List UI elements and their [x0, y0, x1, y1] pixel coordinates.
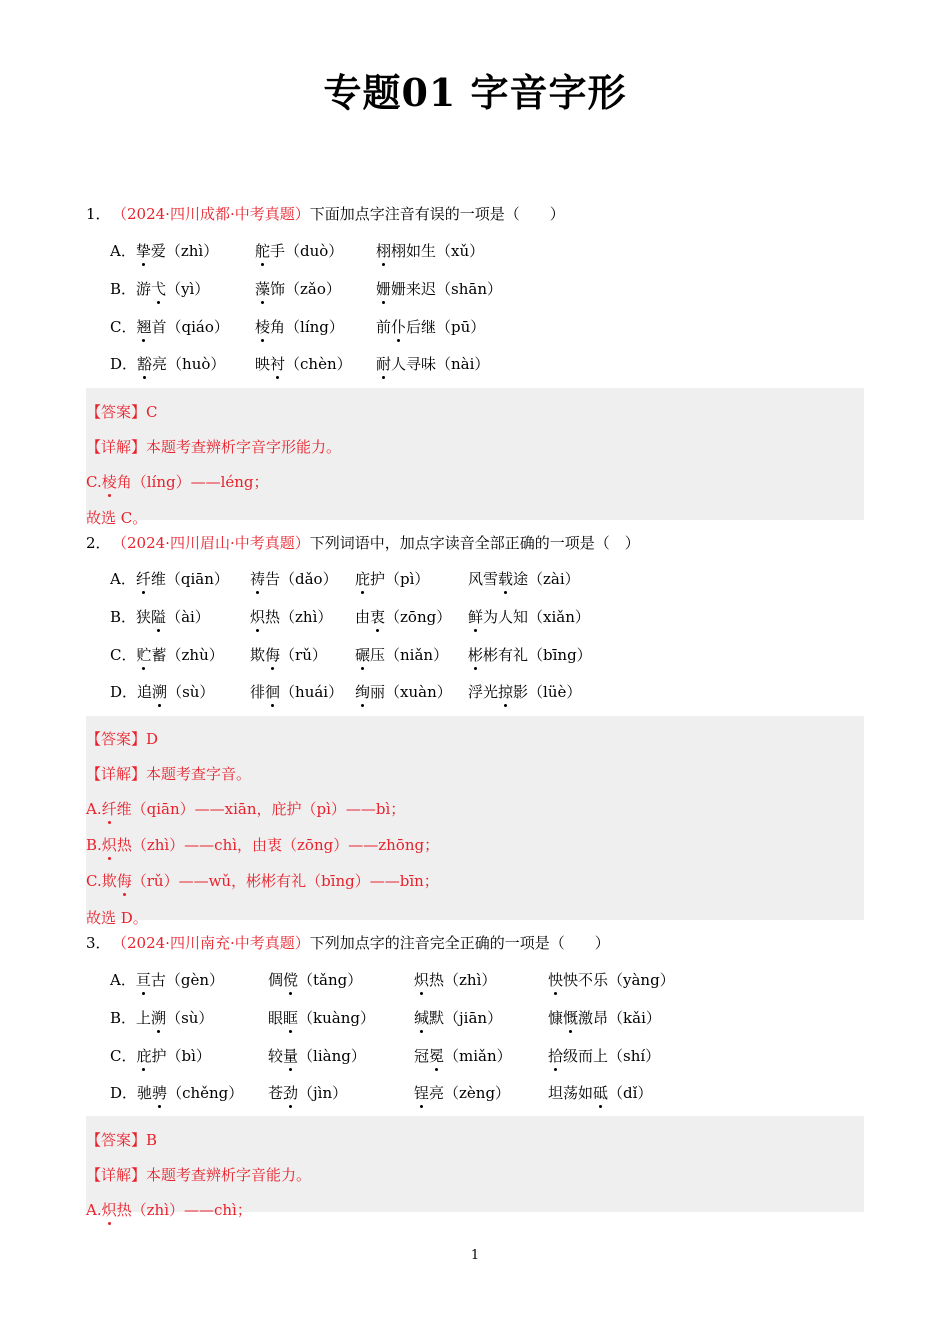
page-title: 专题01 字音字形	[323, 70, 627, 115]
option-item	[250, 645, 327, 665]
option-text: 彬有礼（bīng）	[483, 646, 592, 664]
emphasis-dot-char: 纤	[101, 800, 117, 818]
explanation-text: C.	[86, 473, 102, 491]
question-text: 下列加点字的注音完全正确的一项是（ ）	[309, 934, 610, 952]
option-item	[468, 607, 590, 627]
option-letter: C．	[110, 1047, 137, 1065]
emphasis-dot-char: 炽	[101, 836, 117, 854]
option-text: 丽（xuàn）	[370, 683, 452, 701]
emphasis-dot-char: 仆	[391, 318, 407, 336]
emphasis-dot-char: 砥	[593, 1084, 609, 1102]
answer-line	[86, 402, 864, 422]
option-item	[268, 1083, 347, 1103]
option-item	[414, 1008, 502, 1028]
option-item	[110, 682, 214, 702]
emphasis-dot-char: 藻	[255, 280, 271, 298]
option-item	[110, 279, 209, 299]
option-item	[110, 241, 218, 261]
option-text: 浮光	[468, 683, 499, 701]
option-text: 冠	[414, 1047, 430, 1065]
explanation-line	[86, 908, 864, 928]
detail-label: 【详解】	[86, 1166, 147, 1184]
option-letter: D．	[110, 355, 138, 373]
option-letter: B．	[110, 608, 137, 626]
option-text: （yì）	[166, 280, 210, 298]
option-letter: B．	[110, 280, 137, 298]
emphasis-dot-char: 锃	[414, 1084, 430, 1102]
option-text: （dǐ）	[608, 1084, 653, 1102]
emphasis-dot-char: 侮	[116, 872, 132, 890]
detail-text: 本题考查字音。	[146, 765, 252, 783]
emphasis-dot-char: 侮	[265, 646, 281, 664]
emphasis-dot-char: 炽	[101, 1201, 117, 1219]
emphasis-dot-char: 彬	[468, 646, 484, 664]
option-text: 怏不乐（yàng）	[563, 971, 675, 989]
option-text: 栩如生（xǔ）	[391, 242, 485, 260]
option-item	[376, 241, 484, 261]
emphasis-dot-char: 慨	[563, 1009, 579, 1027]
option-text: （sù）	[166, 1009, 214, 1027]
option-text: 热（zhì）	[429, 971, 497, 989]
option-text: （chěng）	[167, 1084, 244, 1102]
option-item	[268, 1008, 375, 1028]
emphasis-dot-char: 骋	[152, 1084, 168, 1102]
option-letter: A．	[110, 971, 136, 989]
option-item	[414, 1046, 512, 1066]
option-item	[376, 354, 489, 374]
question-stem	[86, 533, 864, 553]
detail-line	[86, 1165, 864, 1185]
detail-line	[86, 764, 864, 784]
explanation-line	[86, 835, 864, 855]
option-item	[548, 1083, 652, 1103]
question-source: （2024·四川眉山·中考真题）	[112, 534, 310, 552]
option-letter: D．	[110, 1084, 138, 1102]
option-text: 亮（huò）	[152, 355, 226, 373]
emphasis-dot-char: 纤	[135, 570, 151, 588]
explanation-line	[86, 799, 864, 819]
option-text: 激昂（kǎi）	[578, 1009, 661, 1027]
answer-label: 【答案】	[86, 403, 147, 421]
explanation-text: 角（líng）——léng；	[116, 473, 269, 491]
emphasis-dot-char: 翘	[136, 318, 152, 336]
option-item	[255, 241, 343, 261]
option-item	[110, 1008, 213, 1028]
page-number: 1	[470, 1248, 480, 1263]
option-text: 后继（pū）	[406, 318, 486, 336]
option-text: 维（qiān）	[150, 570, 229, 588]
option-item	[376, 279, 502, 299]
emphasis-dot-char: 鲜	[468, 608, 484, 626]
option-text: 首（qiáo）	[151, 318, 229, 336]
emphasis-dot-char: 庇	[355, 570, 371, 588]
emphasis-dot-char: 碾	[355, 646, 371, 664]
option-item	[468, 569, 580, 589]
option-text: （tǎng）	[298, 971, 363, 989]
option-item	[255, 317, 344, 337]
option-text: 亮（zèng）	[429, 1084, 511, 1102]
answer-value: D	[146, 730, 159, 748]
emphasis-dot-char: 衬	[270, 355, 286, 373]
emphasis-dot-char: 舵	[255, 242, 271, 260]
emphasis-dot-char: 载	[498, 570, 514, 588]
emphasis-dot-char: 炽	[250, 608, 266, 626]
option-text: 欺	[250, 646, 266, 664]
emphasis-dot-char: 贮	[136, 646, 152, 664]
option-text: 角（líng）	[270, 318, 344, 336]
option-item	[110, 1046, 211, 1066]
option-text: 风雪	[468, 570, 499, 588]
emphasis-dot-char: 傥	[283, 971, 299, 989]
question-text: 下面加点字注音有误的一项是（ ）	[309, 205, 565, 223]
option-text: 狭	[136, 608, 152, 626]
explanation-line	[86, 508, 864, 528]
option-item	[268, 1046, 366, 1066]
option-letter: A．	[110, 570, 136, 588]
option-text: 前	[376, 318, 392, 336]
option-letter: D．	[110, 683, 138, 701]
option-text: 级而上（shí）	[563, 1047, 661, 1065]
option-item	[355, 682, 452, 702]
option-item	[376, 317, 485, 337]
explanation-text: A.	[86, 800, 102, 818]
option-item	[110, 1083, 243, 1103]
emphasis-dot-char: 溯	[152, 683, 168, 701]
emphasis-dot-char: 亘	[135, 971, 151, 989]
answer-value: C	[146, 403, 158, 421]
option-item	[468, 682, 581, 702]
detail-text: 本题考查辨析字音能力。	[146, 1166, 312, 1184]
option-text: （kuàng）	[298, 1009, 375, 1027]
option-text: 追	[137, 683, 153, 701]
emphasis-dot-char: 耐	[376, 355, 392, 373]
explanation-text: 热（zhì）——chì，由衷（zōng）——zhōng；	[116, 836, 440, 854]
option-text: 上	[136, 1009, 152, 1027]
option-text: 姗来迟（shān）	[391, 280, 502, 298]
question-source: （2024·四川成都·中考真题）	[112, 205, 310, 223]
detail-label: 【详解】	[86, 765, 147, 783]
option-item	[250, 682, 343, 702]
detail-line	[86, 437, 864, 457]
option-item	[110, 607, 210, 627]
option-letter: A．	[110, 242, 136, 260]
option-text: 游	[136, 280, 152, 298]
explanation-text: 热（zhì）——chì；	[116, 1201, 252, 1219]
option-item	[355, 645, 448, 665]
option-text: 爱（zhì）	[150, 242, 219, 260]
option-text: 告（dǎo）	[265, 570, 338, 588]
option-item	[468, 645, 592, 665]
emphasis-dot-char: 冕	[429, 1047, 445, 1065]
option-item	[548, 1008, 661, 1028]
option-text: （huái）	[280, 683, 344, 701]
option-text: 慷	[548, 1009, 564, 1027]
explanation-text: B.	[86, 836, 102, 854]
explanation-line	[86, 871, 864, 891]
explanation-text: 故选 C。	[86, 509, 148, 527]
emphasis-dot-char: 劲	[283, 1084, 299, 1102]
option-text: 压（niǎn）	[370, 646, 449, 664]
option-item	[110, 569, 229, 589]
option-item	[548, 1046, 660, 1066]
option-text: 眼	[268, 1009, 284, 1027]
option-text: 蓄（zhù）	[151, 646, 224, 664]
emphasis-dot-char: 缄	[414, 1009, 430, 1027]
emphasis-dot-char: 绚	[355, 683, 371, 701]
option-item	[414, 1083, 510, 1103]
option-text: 坦荡如	[548, 1084, 594, 1102]
question-text: 下列词语中，加点字读音全部正确的一项是（ ）	[309, 534, 640, 552]
option-letter: B．	[110, 1009, 137, 1027]
emphasis-dot-char: 隘	[151, 608, 167, 626]
emphasis-dot-char: 姗	[376, 280, 392, 298]
option-text: 映	[255, 355, 271, 373]
explanation-text: 故选 D。	[86, 909, 148, 927]
option-item	[110, 354, 225, 374]
option-text: 默（jiān）	[429, 1009, 503, 1027]
option-item	[255, 354, 352, 374]
option-text: 驰	[137, 1084, 153, 1102]
emphasis-dot-char: 栩	[376, 242, 392, 260]
emphasis-dot-char: 祷	[250, 570, 266, 588]
question-source: （2024·四川南充·中考真题）	[112, 934, 310, 952]
emphasis-dot-char: 怏	[548, 971, 564, 989]
question-stem	[86, 204, 864, 224]
answer-label: 【答案】	[86, 730, 147, 748]
option-text: 热（zhì）	[265, 608, 333, 626]
explanation-line	[86, 1200, 864, 1220]
explanation-line	[86, 472, 864, 492]
option-text: （jìn）	[298, 1084, 348, 1102]
explanation-text: A.	[86, 1201, 102, 1219]
explanation-text: （rǔ）——wǔ，彬彬有礼（bīng）——bīn；	[131, 872, 439, 890]
question-stem	[86, 933, 864, 953]
emphasis-dot-char: 挚	[135, 242, 151, 260]
option-text: （chèn）	[285, 355, 352, 373]
explanation-text: C.欺	[86, 872, 117, 890]
emphasis-dot-char: 眶	[283, 1009, 299, 1027]
option-text: 人寻味（nài）	[391, 355, 490, 373]
option-text: 护（pì）	[370, 570, 430, 588]
option-text: 为人知（xiǎn）	[483, 608, 590, 626]
explanation-text: 维（qiān）——xiān，庇护（pì）——bì；	[116, 800, 406, 818]
emphasis-dot-char: 拾	[548, 1047, 564, 1065]
emphasis-dot-char: 徊	[265, 683, 281, 701]
option-text: （sù）	[167, 683, 215, 701]
option-item	[110, 645, 224, 665]
option-item	[355, 569, 429, 589]
option-item	[414, 970, 496, 990]
answer-label: 【答案】	[86, 1131, 147, 1149]
option-text: （ài）	[166, 608, 210, 626]
question-number: 1．	[86, 205, 111, 223]
option-text: 由	[355, 608, 371, 626]
option-item	[268, 970, 362, 990]
emphasis-dot-char: 掠	[498, 683, 514, 701]
option-text: 苍	[268, 1084, 284, 1102]
answer-line	[86, 1130, 864, 1150]
emphasis-dot-char: 棱	[101, 473, 117, 491]
option-text: 古（gèn）	[150, 971, 224, 989]
option-item	[110, 970, 224, 990]
answer-value: B	[146, 1131, 158, 1149]
option-letter: C．	[110, 646, 137, 664]
option-text: 徘	[250, 683, 266, 701]
option-text: 护（bì）	[151, 1047, 211, 1065]
option-item	[255, 279, 341, 299]
option-text: （liàng）	[298, 1047, 366, 1065]
option-item	[110, 317, 229, 337]
option-text: 倜	[268, 971, 284, 989]
option-item	[355, 607, 451, 627]
emphasis-dot-char: 弋	[151, 280, 167, 298]
option-text: 途（zài）	[513, 570, 580, 588]
option-text: （zōng）	[385, 608, 452, 626]
emphasis-dot-char: 量	[283, 1047, 299, 1065]
option-item	[250, 607, 332, 627]
option-letter: C．	[110, 318, 137, 336]
option-item	[250, 569, 338, 589]
detail-text: 本题考查辨析字音字形能力。	[146, 438, 342, 456]
emphasis-dot-char: 溯	[151, 1009, 167, 1027]
question-number: 3．	[86, 934, 111, 952]
answer-line	[86, 729, 864, 749]
option-text: 饰（zǎo）	[270, 280, 341, 298]
option-text: 较	[268, 1047, 284, 1065]
option-text: 手（duò）	[270, 242, 344, 260]
option-item	[548, 970, 675, 990]
emphasis-dot-char: 豁	[137, 355, 153, 373]
emphasis-dot-char: 棱	[255, 318, 271, 336]
option-text: （miǎn）	[444, 1047, 512, 1065]
emphasis-dot-char: 庇	[136, 1047, 152, 1065]
option-text: 影（lüè）	[513, 683, 582, 701]
question-number: 2．	[86, 534, 111, 552]
detail-label: 【详解】	[86, 438, 147, 456]
option-text: （rǔ）	[280, 646, 327, 664]
emphasis-dot-char: 衷	[370, 608, 386, 626]
emphasis-dot-char: 炽	[414, 971, 430, 989]
